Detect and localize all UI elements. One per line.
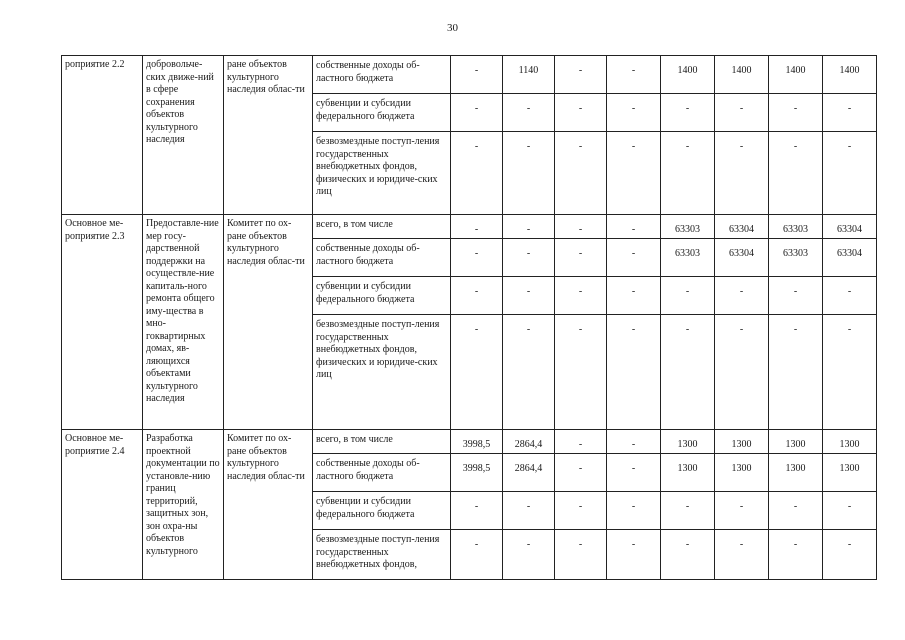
budget-table	[61, 55, 877, 580]
amount-cell: 3998,5	[451, 430, 503, 454]
event-cell: Основное ме-роприятие 2.3	[62, 215, 143, 430]
amount-cell: 1140	[503, 56, 555, 94]
amount-cell: -	[715, 492, 769, 530]
amount-cell: 1300	[823, 430, 877, 454]
funding-source-cell: безвозмездные поступ-ления государственных внебюджетных фондов, физических и юридиче-ских лиц	[313, 315, 451, 430]
amount-cell: 3998,5	[451, 454, 503, 492]
amount-cell: 1300	[769, 454, 823, 492]
amount-cell: -	[555, 56, 607, 94]
amount-cell: -	[769, 132, 823, 215]
funding-source-cell: всего, в том числе	[313, 430, 451, 454]
amount-cell: -	[607, 454, 661, 492]
amount-cell: -	[661, 315, 715, 430]
amount-cell: 1400	[715, 56, 769, 94]
amount-cell: 63304	[823, 215, 877, 239]
executor-cell: Комитет по ох-ране объектов культурного наследия облас-ти	[224, 215, 313, 430]
amount-cell: -	[503, 239, 555, 277]
description-cell: Предоставле-ние мер госу-дарственной поддержки на осуществле-ние капиталь-ного ремонта общего иму-щества в мно-гоквартирных домах, яв-ляющихся объектами культурного наследия	[143, 215, 224, 430]
amount-cell: -	[715, 315, 769, 430]
amount-cell: 2864,4	[503, 454, 555, 492]
amount-cell: -	[451, 315, 503, 430]
amount-cell: -	[769, 94, 823, 132]
amount-cell: -	[769, 315, 823, 430]
table-row	[62, 56, 877, 94]
amount-cell: -	[451, 530, 503, 580]
amount-cell: -	[661, 530, 715, 580]
amount-cell: 63303	[769, 239, 823, 277]
amount-cell: -	[555, 94, 607, 132]
table-row	[62, 430, 877, 454]
funding-source-cell: субвенции и субсидии федерального бюджета	[313, 277, 451, 315]
amount-cell: -	[451, 132, 503, 215]
amount-cell: -	[503, 530, 555, 580]
amount-cell: -	[607, 492, 661, 530]
amount-cell: 63303	[661, 239, 715, 277]
amount-cell: 1400	[823, 56, 877, 94]
amount-cell: -	[769, 492, 823, 530]
amount-cell: -	[503, 492, 555, 530]
amount-cell: -	[715, 277, 769, 315]
funding-source-cell: собственные доходы об-ластного бюджета	[313, 454, 451, 492]
amount-cell: 1300	[769, 430, 823, 454]
amount-cell: -	[661, 94, 715, 132]
amount-cell: -	[715, 94, 769, 132]
amount-cell: -	[503, 215, 555, 239]
amount-cell: -	[555, 277, 607, 315]
funding-source-cell: субвенции и субсидии федерального бюджета	[313, 94, 451, 132]
amount-cell: -	[607, 215, 661, 239]
amount-cell: -	[607, 94, 661, 132]
amount-cell: -	[555, 315, 607, 430]
amount-cell: -	[555, 215, 607, 239]
amount-cell: -	[823, 277, 877, 315]
description-cell: Разработка проектной документации по установле-нию границ территорий, защитных зон, зон охра-ны объектов культурного	[143, 430, 224, 580]
amount-cell: 63303	[661, 215, 715, 239]
amount-cell: -	[607, 430, 661, 454]
amount-cell: -	[607, 56, 661, 94]
amount-cell: -	[769, 530, 823, 580]
amount-cell: -	[451, 56, 503, 94]
amount-cell: -	[823, 132, 877, 215]
executor-cell: Комитет по ох-ране объектов культурного наследия облас-ти	[224, 430, 313, 580]
amount-cell: -	[607, 132, 661, 215]
amount-cell: 63304	[823, 239, 877, 277]
amount-cell: -	[451, 492, 503, 530]
amount-cell: -	[823, 315, 877, 430]
event-cell: Основное ме-роприятие 2.4	[62, 430, 143, 580]
funding-source-cell: собственные доходы об-ластного бюджета	[313, 239, 451, 277]
amount-cell: -	[555, 132, 607, 215]
event-cell: роприятие 2.2	[62, 56, 143, 215]
amount-cell: 1300	[715, 454, 769, 492]
amount-cell: 63303	[769, 215, 823, 239]
amount-cell: -	[607, 315, 661, 430]
executor-cell: ране объектов культурного наследия облас-ти	[224, 56, 313, 215]
amount-cell: -	[823, 530, 877, 580]
amount-cell: 1400	[661, 56, 715, 94]
funding-source-cell: всего, в том числе	[313, 215, 451, 239]
amount-cell: -	[607, 277, 661, 315]
amount-cell: 1300	[823, 454, 877, 492]
funding-source-cell: собственные доходы об-ластного бюджета	[313, 56, 451, 94]
amount-cell: -	[555, 239, 607, 277]
amount-cell: -	[823, 492, 877, 530]
amount-cell: -	[661, 492, 715, 530]
amount-cell: 63304	[715, 215, 769, 239]
amount-cell: -	[715, 530, 769, 580]
amount-cell: -	[769, 277, 823, 315]
amount-cell: -	[451, 239, 503, 277]
amount-cell: -	[555, 530, 607, 580]
amount-cell: 63304	[715, 239, 769, 277]
amount-cell: 1300	[715, 430, 769, 454]
amount-cell: -	[555, 492, 607, 530]
amount-cell: 1300	[661, 430, 715, 454]
amount-cell: -	[607, 530, 661, 580]
description-cell: добровольче-ских движе-ний в сфере сохранения объектов культурного наследия	[143, 56, 224, 215]
amount-cell: 2864,4	[503, 430, 555, 454]
budget-table-body	[62, 56, 877, 580]
page-number: 30	[447, 22, 458, 34]
amount-cell: -	[503, 94, 555, 132]
funding-source-cell: безвозмездные поступ-ления государственных внебюджетных фондов, физических и юридиче-ских лиц	[313, 132, 451, 215]
amount-cell: 1300	[661, 454, 715, 492]
amount-cell: -	[503, 132, 555, 215]
amount-cell: 1400	[769, 56, 823, 94]
table-row	[62, 215, 877, 239]
amount-cell: -	[715, 132, 769, 215]
amount-cell: -	[555, 454, 607, 492]
amount-cell: -	[823, 94, 877, 132]
amount-cell: -	[661, 132, 715, 215]
funding-source-cell: безвозмездные поступ-ления государственных внебюджетных фондов,	[313, 530, 451, 580]
amount-cell: -	[451, 94, 503, 132]
amount-cell: -	[503, 277, 555, 315]
amount-cell: -	[607, 239, 661, 277]
amount-cell: -	[555, 430, 607, 454]
amount-cell: -	[661, 277, 715, 315]
amount-cell: -	[451, 215, 503, 239]
amount-cell: -	[451, 277, 503, 315]
amount-cell: -	[503, 315, 555, 430]
funding-source-cell: субвенции и субсидии федерального бюджета	[313, 492, 451, 530]
